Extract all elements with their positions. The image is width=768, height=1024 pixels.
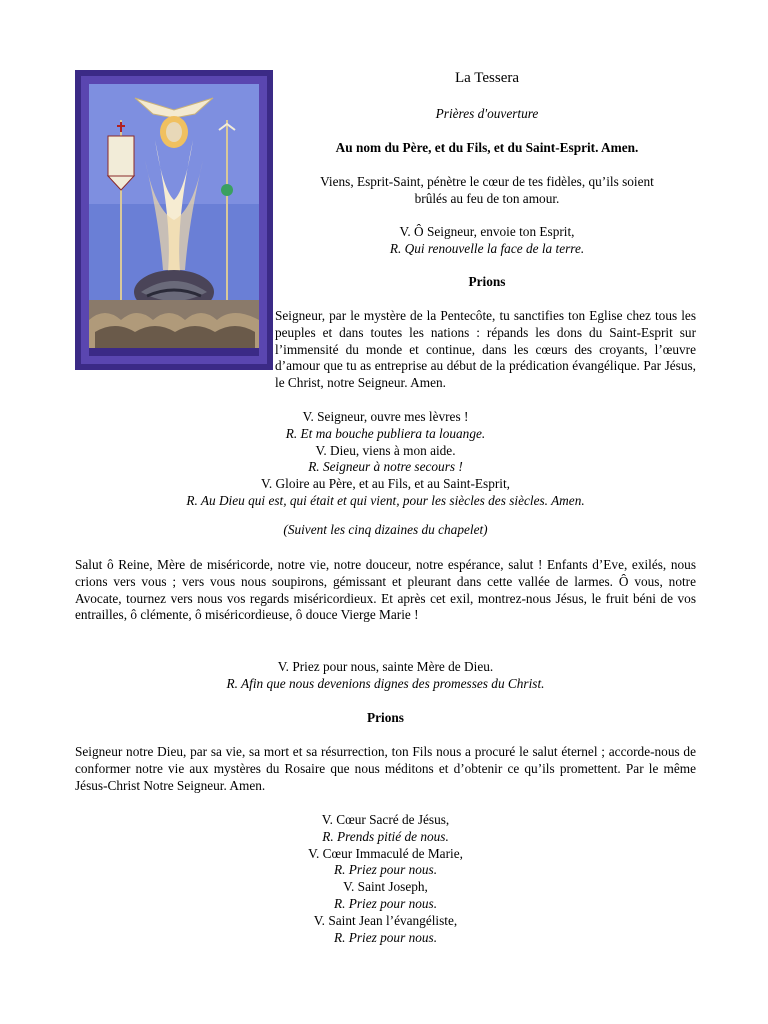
- prayer-line: Viens, Esprit-Saint, pénètre le cœur de tes fidèles, qu’ils soient: [320, 174, 654, 189]
- prions-heading: Prions: [468, 274, 506, 289]
- page-title: La Tessera: [454, 70, 520, 86]
- prions-heading: Prions: [367, 710, 404, 725]
- versicle: V. Saint Joseph,: [343, 879, 428, 895]
- versicle-block: [278, 224, 696, 258]
- versicle: V. Saint Jean l’évangéliste,: [313, 912, 458, 928]
- response: R. Et ma bouche publiera ta louange.: [285, 425, 486, 441]
- chapelet-note: (Suivent les cinq dizaines du chapelet): [283, 522, 488, 537]
- response: R. Prends pitié de nous.: [322, 828, 449, 844]
- versicle: V. Gloire au Père, et au Fils, et au Saint-Esprit,: [260, 476, 511, 492]
- prayer-line: brûlés au feu de ton amour.: [414, 190, 560, 206]
- versicle: V. Seigneur, ouvre mes lèvres !: [302, 409, 469, 424]
- versicle-block: [75, 659, 696, 693]
- response: R. Seigneur à notre secours !: [308, 459, 463, 475]
- section-subtitle: Prières d'ouverture: [435, 106, 539, 121]
- versicle: V. Cœur Sacré de Jésus,: [321, 812, 450, 827]
- response: R. Priez pour nous.: [333, 929, 438, 945]
- versicle: V. Priez pour nous, sainte Mère de Dieu.: [277, 659, 494, 674]
- pentecost-text: Seigneur, par le mystère de la Pentecôte, tu sanctifies ton Eglise chez tous les peuples et dans toutes les nations : répands les dons du Saint-Esprit sur l’immensité du monde et continue, dans les cœurs des croyants, l’œuvre d’amour que tu as entreprise au début de la prédication évangélique. Par Jésus, le Christ, notre Seigneur. Amen.: [275, 308, 696, 391]
- response: R. Priez pour nous.: [333, 862, 438, 878]
- versicle: V. Dieu, viens à mon aide.: [315, 442, 456, 458]
- litany-block: [75, 812, 696, 946]
- veni-sancte-prayer: [278, 174, 696, 208]
- pentecost-prayer: [75, 308, 696, 392]
- response: R. Priez pour nous.: [333, 895, 438, 911]
- versicle: V. Cœur Immaculé de Marie,: [308, 845, 463, 861]
- response: R. Au Dieu qui est, qui était et qui vient, pour les siècles des siècles. Amen.: [186, 492, 585, 508]
- image-wrap-spacer: [75, 308, 275, 376]
- versicles-opening: [75, 409, 696, 510]
- invocation: Au nom du Père, et du Fils, et du Saint-Esprit. Amen.: [335, 140, 639, 155]
- versicle: V. Ô Seigneur, envoie ton Esprit,: [399, 224, 575, 239]
- salve-regina: Salut ô Reine, Mère de miséricorde, notre vie, notre douceur, notre espérance, salut ! Enfants d’Eve, exilés, nous crions vers vous ; vers vous nous soupirons, gémissant et pleurant dans cette vallée de larmes. Ô vous, notre Avocate, tournez vers nous vos regards miséricordieux. Et après cet exil, montrez-nous Jésus, le fruit béni de vos entrailles, ô clémente, ô miséricordieuse, ô douce Vierge Marie !: [75, 557, 696, 623]
- response: R. Qui renouvelle la face de la terre.: [389, 240, 585, 256]
- response: R. Afin que nous devenions dignes des promesses du Christ.: [226, 675, 545, 691]
- rosary-oraison: Seigneur notre Dieu, par sa vie, sa mort et sa résurrection, ton Fils nous a procuré le salut éternel ; accorde-nous de conformer notre vie aux mystères du Rosaire que nous méditons et d’obtenir ce qu’ils promettent. Par le même Jésus-Christ Notre Seigneur. Amen.: [75, 744, 696, 793]
